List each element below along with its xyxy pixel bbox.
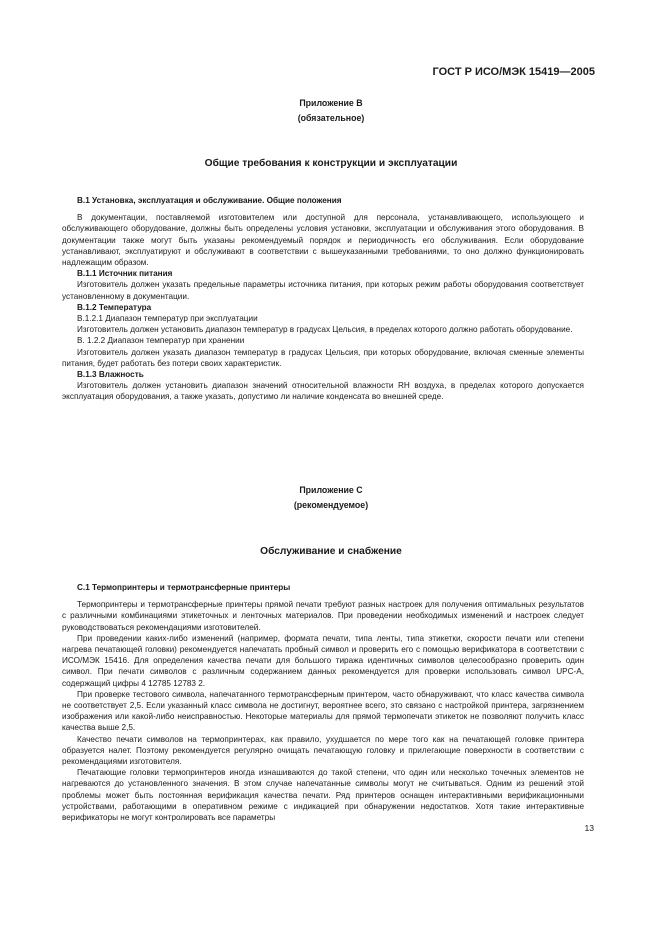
section-heading: B.1.2 Температура	[77, 302, 152, 312]
subsection-heading: B. 1.2.2 Диапазон температур при хранении	[77, 336, 245, 346]
annex-b-header	[56, 96, 606, 126]
annex-c-heading: Обслуживание и снабжение	[260, 546, 402, 557]
standard-designation: ГОСТ Р ИСО/МЭК 15419—2005	[432, 66, 595, 78]
paragraph: Изготовитель должен установить диапазон значений относительной влажности RH воздуха, в пределах которого допускается эксплуатация оборудования, а также указать, допустимо ли наличие конденсата во внешней среде.	[62, 381, 584, 402]
annex-b-status: (обязательное)	[297, 113, 365, 123]
paragraph: Изготовитель должен указать диапазон температур в градусах Цельсия, при которых оборудование, включая сменные элементы питания, будет работать без потери своих характеристик.	[62, 347, 584, 368]
section-heading: B.1.3 Влажность	[77, 370, 144, 380]
paragraph: Изготовитель должен указать предельные параметры источника питания, при которых режим работы оборудования соответствует установленному в документации.	[62, 280, 584, 301]
annex-b-title: Приложение B	[299, 98, 363, 108]
paragraph: Термопринтеры и термотрансферные принтеры прямой печати требуют разных настроек для получения оптимальных результатов с различными комбинациями этикеточных и ленточных материалов. При проведении необходимых изменений и настроек следует руководствоваться рекомендациями изготовителей.	[62, 600, 584, 632]
annex-c-title: Приложение C	[299, 485, 363, 495]
paragraph: Печатающие головки термопринтеров иногда изнашиваются до такой степени, что один или несколько точечных элементов не нагреваются до установленного значения. В этом случае напечатанные символы могут не считываться. Одним из решений этой проблемы может быть постоянная верификация качества печати. Ряд принтеров оснащен интерактивными верификационными устройствами, работающими в оперативном режиме с индикацией при обнаружении недостатков. Хотя такие интерактивные верификаторы не могут контролировать все параметры	[62, 768, 584, 823]
paragraph: При проверке тестового символа, напечатанного термотрансферным принтером, часто обнаруживают, что класс качества символа не соответствует 2,5. Если указанный класс символа не достигнут, вероятнее всего, это связано с настройкой принтера, загрязнением изображения или какой-либо неисправностью. Некоторые материалы для прямой термопечати этикеток не позволяют получить класс качества выше 2,5.	[62, 689, 584, 733]
section-heading: C.1 Термопринтеры и термотрансферные принтеры	[77, 583, 291, 592]
section-heading: B.1.1 Источник питания	[77, 269, 173, 279]
annex-b-body	[62, 195, 584, 403]
section-heading: B.1 Установка, эксплуатация и обслуживание. Общие положения	[77, 196, 342, 205]
subsection-heading: B.1.2.1 Диапазон температур при эксплуатации	[77, 314, 258, 324]
paragraph: В документации, поставляемой изготовителем или доступной для персонала, устанавливающего, использующего и обслуживающего оборудование, должны быть определены условия установки, эксплуатации и обслуживания этого оборудования. В документации также могут быть указаны рекомендуемый порядок и периодичность его обслуживания. Если оборудование устанавливают, эксплуатируют и обслуживают в соответствии с вышеуказанными требованиями, то оно должно функционировать надлежащим образом.	[62, 213, 584, 268]
annex-b-heading: Общие требования к конструкции и эксплуатации	[204, 158, 458, 169]
annex-c-status: (рекомендуемое)	[293, 500, 369, 510]
paragraph: При проведении каких-либо изменений (например, формата печати, типа ленты, типа этикетки, скорости печати или степени нагрева печатающей головки) рекомендуется напечатать пробный символ и проверить его с помощью верификатора в соответствии с ИСО/МЭК 15416. Для определения качества печати для большого тиража идентичных символов целесообразно проверить один символ. При печати символов с различным содержанием данных рекомендуется для проверки использовать символ UPC-A, содержащий цифры 4 12785 12783 2.	[62, 633, 584, 688]
paragraph: Изготовитель должен установить диапазон температур в градусах Цельсия, в пределах которого должно работать оборудование.	[77, 325, 573, 335]
page-number: 13	[584, 823, 594, 833]
paragraph: Качество печати символов на термопринтерах, как правило, ухудшается по мере того как на печатающей головке принтера образуется налет. Поэтому рекомендуется регулярно очищать печатающую головку и прилегающие поверхности в соответствии с рекомендациями изготовителя.	[62, 734, 584, 767]
annex-c-body	[62, 582, 584, 823]
annex-c-header	[56, 483, 606, 513]
